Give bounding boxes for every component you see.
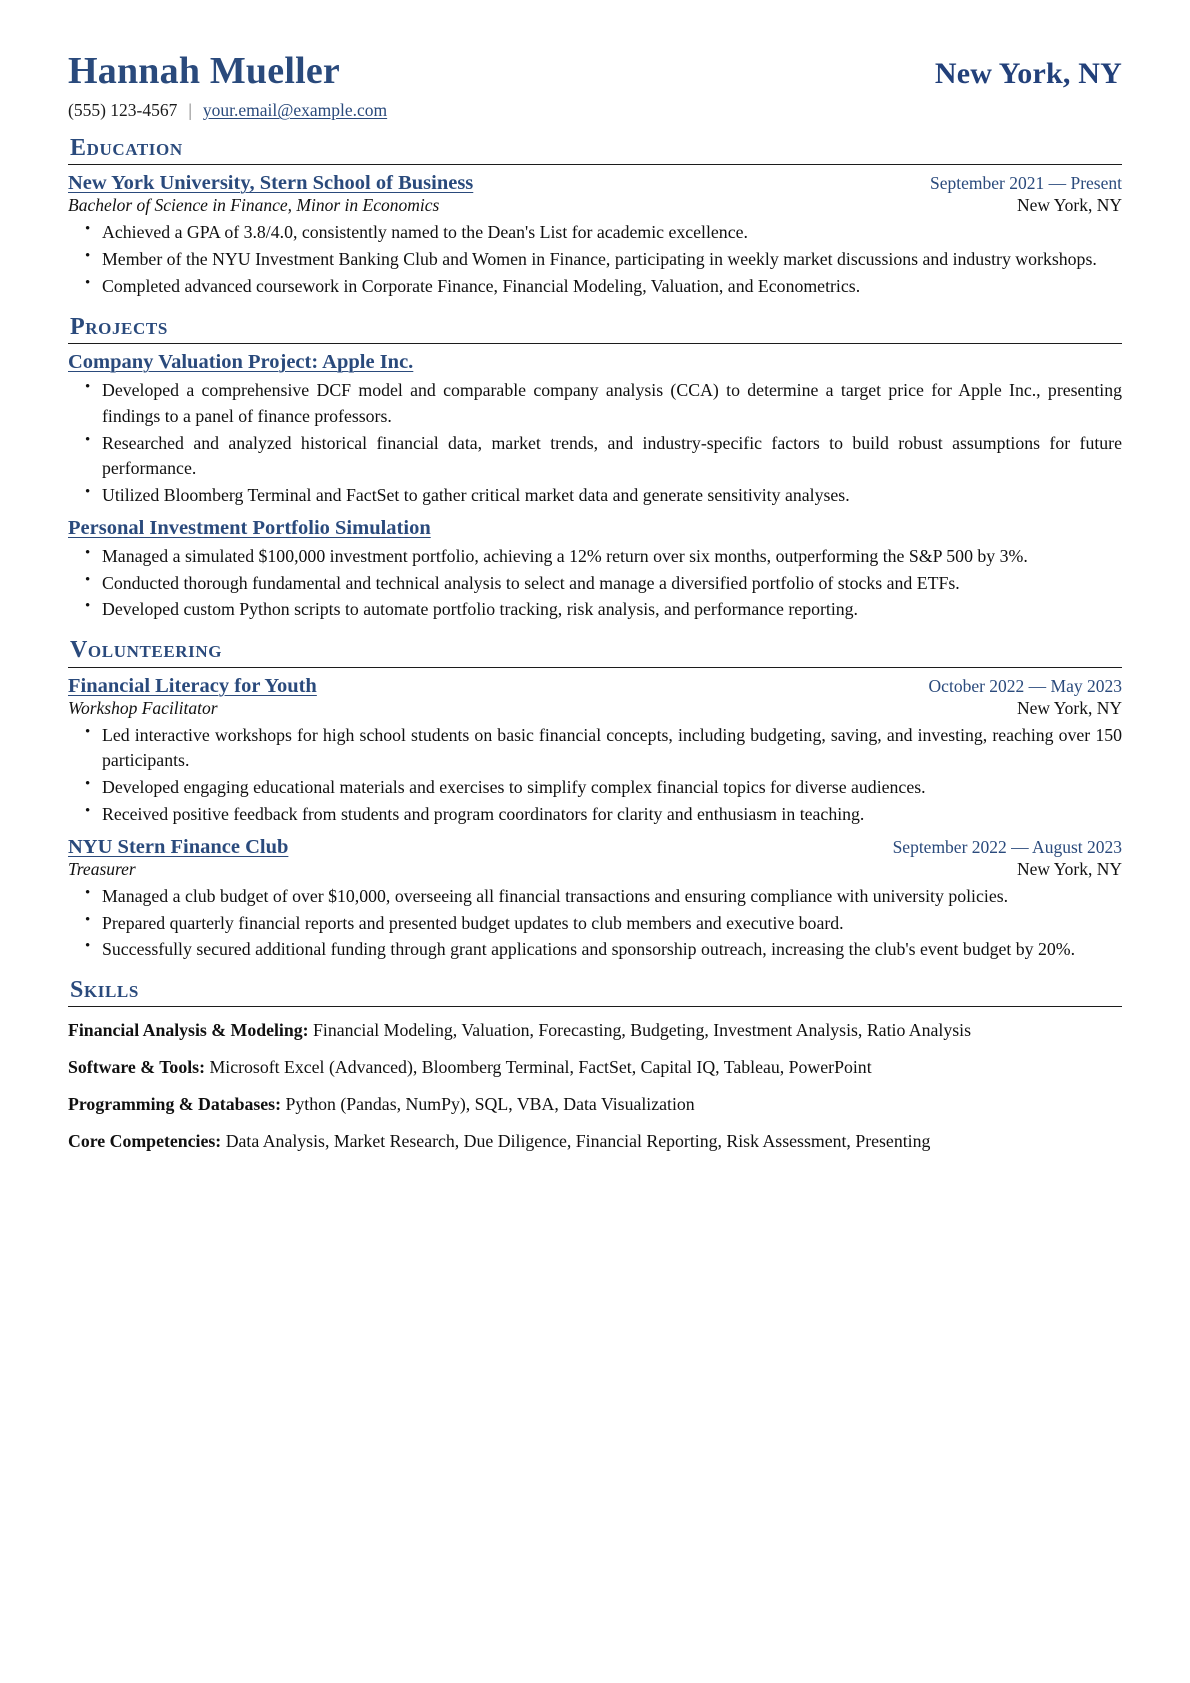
project-entry — [68, 351, 1122, 509]
resume-header — [68, 52, 1122, 92]
skill-items: Data Analysis, Market Research, Due Diligence, Financial Reporting, Risk Assessment, Presenting — [225, 1130, 931, 1151]
skill-category: Core Competencies: — [68, 1130, 222, 1151]
section-title-education: Education — [70, 134, 183, 161]
entry-subtitle-row — [68, 698, 1122, 719]
email-link[interactable]: your.email@example.com — [202, 99, 388, 120]
section-title-skills: Skills — [70, 977, 139, 1004]
entry-subtitle-row — [68, 859, 1122, 880]
entry-date: October 2022 — May 2023 — [928, 675, 1122, 696]
entry-date: September 2021 — Present — [930, 173, 1122, 194]
list-item: • Developed engaging educational materials and exercises to simplify complex financial topics for diverse audiences. — [68, 775, 1122, 801]
entry-date: September 2022 — August 2023 — [892, 836, 1122, 857]
candidate-location: New York, NY — [934, 57, 1122, 90]
education-entry — [68, 172, 1122, 299]
list-item: • Prepared quarterly financial reports and presented budget updates to club members and executive board. — [68, 911, 1122, 937]
section-rule-skills — [68, 1006, 1122, 1007]
list-item: • Utilized Bloomberg Terminal and FactSet to gather critical market data and generate sensitivity analyses. — [68, 483, 1122, 509]
project-title[interactable]: Company Valuation Project: Apple Inc. — [68, 350, 414, 373]
project-bullets — [68, 378, 1122, 509]
entry-location: New York, NY — [1016, 858, 1122, 879]
skill-category: Financial Analysis & Modeling: — [68, 1020, 309, 1041]
skill-items: Microsoft Excel (Advanced), Bloomberg Terminal, FactSet, Capital IQ, Tableau, PowerPoint — [209, 1057, 872, 1078]
list-item: • Successfully secured additional funding through grant applications and sponsorship outreach, increasing the club's event budget by 20%. — [68, 937, 1122, 963]
skill-category: Software & Tools: — [68, 1057, 205, 1078]
section-volunteering — [68, 636, 1122, 963]
section-education — [68, 134, 1122, 300]
entry-title-row — [68, 517, 1122, 540]
list-item: • Received positive feedback from students and program coordinators for clarity and enthusiasm in teaching. — [68, 802, 1122, 828]
entry-role: Treasurer — [68, 858, 136, 879]
skill-category: Programming & Databases: — [68, 1094, 282, 1115]
skill-line — [68, 1055, 1122, 1081]
education-bullets — [68, 220, 1122, 299]
section-rule-volunteering — [68, 667, 1122, 668]
project-title[interactable]: Personal Investment Portfolio Simulation — [68, 516, 431, 539]
entry-role: Workshop Facilitator — [68, 697, 218, 718]
section-title-projects: Projects — [70, 313, 168, 340]
volunteering-bullets — [68, 723, 1122, 828]
list-item: • Managed a club budget of over $10,000, overseeing all financial transactions and ensuring compliance with university policies. — [68, 884, 1122, 910]
entry-subtitle-row — [68, 195, 1122, 216]
skill-line — [68, 1129, 1122, 1155]
skill-items: Financial Modeling, Valuation, Forecasting, Budgeting, Investment Analysis, Ratio Analysis — [313, 1020, 972, 1041]
entry-title-row — [68, 172, 1122, 195]
phone-number: (555) 123-4567 — [68, 99, 178, 120]
section-rule-education — [68, 164, 1122, 165]
entry-title-row — [68, 675, 1122, 698]
contact-separator: | — [188, 99, 192, 120]
list-item: • Developed a comprehensive DCF model and comparable company analysis (CCA) to determine a target price for Apple Inc., presenting findings to a panel of finance professors. — [68, 378, 1122, 430]
list-item: • Conducted thorough fundamental and technical analysis to select and manage a diversified portfolio of stocks and ETFs. — [68, 571, 1122, 597]
entry-location: New York, NY — [1016, 195, 1122, 216]
organization-name[interactable]: NYU Stern Finance Club — [68, 835, 289, 858]
project-bullets — [68, 544, 1122, 623]
entry-title-row — [68, 836, 1122, 859]
skill-items: Python (Pandas, NumPy), SQL, VBA, Data Visualization — [285, 1094, 695, 1115]
contact-row — [68, 100, 1122, 121]
section-title-volunteering: Volunteering — [70, 637, 223, 664]
list-item: • Achieved a GPA of 3.8/4.0, consistently named to the Dean's List for academic excellence. — [68, 220, 1122, 246]
entry-degree: Bachelor of Science in Finance, Minor in Economics — [68, 195, 440, 216]
list-item: • Researched and analyzed historical financial data, market trends, and industry-specific factors to build robust assumptions for future performance. — [68, 431, 1122, 483]
list-item: • Led interactive workshops for high school students on basic financial concepts, including budgeting, saving, and investing, reaching over 150 participants. — [68, 723, 1122, 775]
list-item: • Managed a simulated $100,000 investment portfolio, achieving a 12% return over six months, outperforming the S&P 500 by 3%. — [68, 544, 1122, 570]
volunteering-entry — [68, 675, 1122, 828]
section-projects — [68, 313, 1122, 624]
entry-location: New York, NY — [1016, 697, 1122, 718]
skill-line — [68, 1018, 1122, 1044]
section-rule-projects — [68, 343, 1122, 344]
list-item: • Member of the NYU Investment Banking Club and Women in Finance, participating in weekly market discussions and industry workshops. — [68, 247, 1122, 273]
section-skills — [68, 976, 1122, 1155]
volunteering-bullets — [68, 884, 1122, 963]
organization-name[interactable]: Financial Literacy for Youth — [68, 674, 317, 697]
candidate-name: Hannah Mueller — [68, 50, 340, 92]
project-entry — [68, 517, 1122, 623]
skill-line — [68, 1092, 1122, 1118]
entry-institution[interactable]: New York University, Stern School of Business — [68, 172, 474, 195]
entry-title-row — [68, 351, 1122, 374]
list-item: • Developed custom Python scripts to automate portfolio tracking, risk analysis, and performance reporting. — [68, 597, 1122, 623]
list-item: • Completed advanced coursework in Corporate Finance, Financial Modeling, Valuation, and Econometrics. — [68, 274, 1122, 300]
volunteering-entry — [68, 836, 1122, 963]
